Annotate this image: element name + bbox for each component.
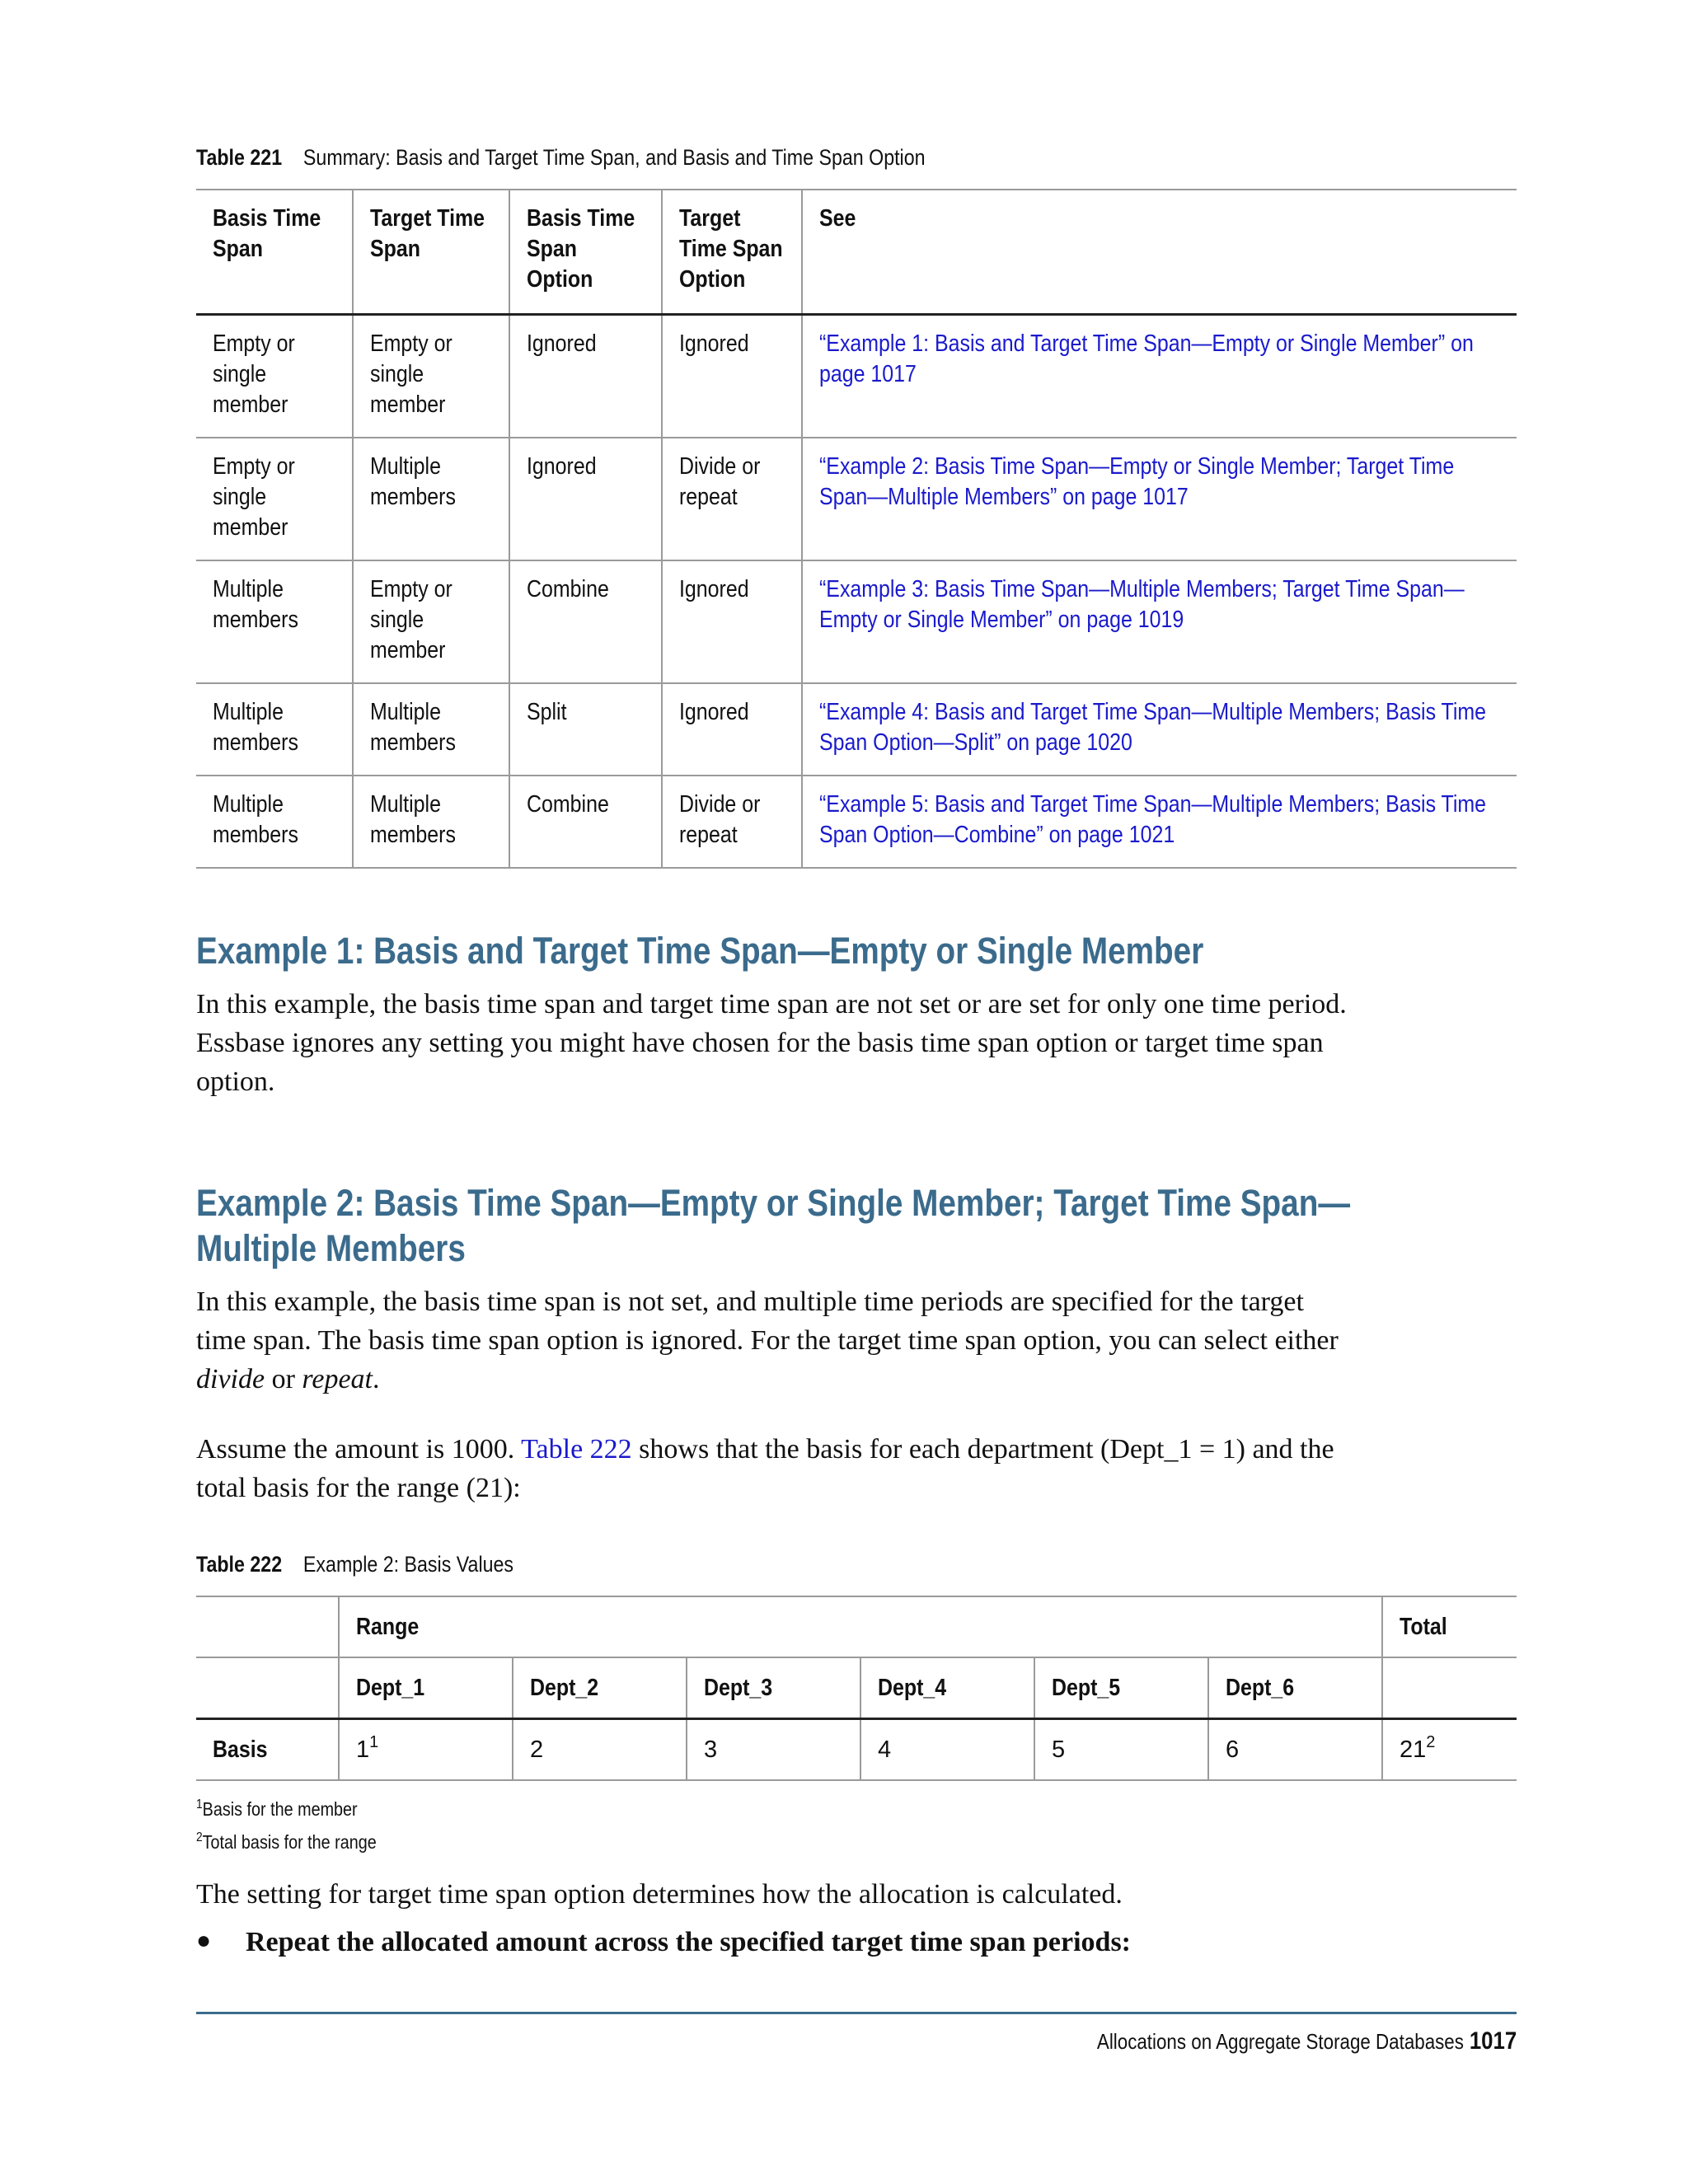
table-cell: Ignored [662, 683, 802, 776]
table-cell: $1^1$ [339, 1719, 513, 1781]
table-cell [802, 560, 1517, 683]
table-cell: Empty or single member [353, 315, 509, 438]
dept-header: Dept_2 [513, 1657, 687, 1719]
table-cell: 3 [687, 1719, 860, 1781]
bullet-item [196, 1927, 1517, 1958]
table-cell: Multiple members [353, 776, 509, 868]
table-cell: Combine [509, 776, 662, 868]
range-header: Range [339, 1596, 1382, 1657]
table-row [196, 560, 1517, 683]
total-header: Total [1382, 1596, 1517, 1657]
table-cell: Ignored [662, 315, 802, 438]
table-row [196, 776, 1517, 868]
page-number: 1017 [1469, 2027, 1517, 2055]
footnote-item: $^1$Basis for the member [196, 1797, 358, 1820]
after-table-text: The setting for target time span option determines how the allocation is calculated. [196, 1879, 1123, 1910]
example-1-heading: Example 1: Basis and Target Time Span—Empty or Single Member [196, 930, 1204, 972]
dept-header: Dept_3 [687, 1657, 860, 1719]
table-cell: 5 [1034, 1719, 1208, 1781]
footnote-ref: 1 [369, 1732, 379, 1751]
table-cell: 6 [1208, 1719, 1382, 1781]
example-1-link[interactable]: “Example 1: Basis and Target Time Span—Empty or Single Member” on page 1017 [819, 330, 1474, 387]
table-cell [802, 776, 1517, 868]
table-row [196, 683, 1517, 776]
table-cell: Multiple members [353, 683, 509, 776]
table-cell [196, 1657, 339, 1719]
table-221-header-cell: Target Time Span [353, 190, 509, 315]
footer-section: Allocations on Aggregate Storage Databases [1096, 2029, 1464, 2054]
table-cell [196, 1596, 339, 1657]
table-cell: Combine [509, 560, 662, 683]
table-cell: Split [509, 683, 662, 776]
footnote-item: $^2$Total basis for the range [196, 1830, 377, 1853]
footnotes [196, 1793, 1517, 1858]
table-cell: Empty or single member [196, 438, 353, 560]
table-cell: Ignored [662, 560, 802, 683]
total-value: $21^2$ [1382, 1719, 1517, 1781]
table-cell: Empty or single member [353, 560, 509, 683]
table-cell: Divide or repeat [662, 438, 802, 560]
table-222-link[interactable]: Table 222 [521, 1434, 632, 1465]
example-2-heading: Example 2: Basis Time Span—Empty or Single Member; Target Time Span— Multiple Members [196, 1182, 1351, 1269]
assume-paragraph: Assume the amount is 1000. Table 222 shows that the basis for each department (Dept_1 = 1) and the total basis for the range (21): [196, 1434, 1334, 1503]
table-221-caption [196, 145, 1517, 171]
table-221-header-cell: Basis Time Span Option [509, 190, 662, 315]
table-222-range-row [196, 1596, 1517, 1657]
table-cell: 4 [860, 1719, 1034, 1781]
table-221-header-cell: See [802, 190, 1517, 315]
table-222-basis-row [196, 1719, 1517, 1781]
example-4-link[interactable]: “Example 4: Basis and Target Time Span—Multiple Members; Basis Time Span Option—Split” on page 1020 [819, 699, 1487, 756]
table-cell: 2 [513, 1719, 687, 1781]
table-cell [802, 438, 1517, 560]
table-cell: Ignored [509, 438, 662, 560]
table-222 [196, 1596, 1517, 1781]
table-row [196, 438, 1517, 560]
table-cell: Ignored [509, 315, 662, 438]
example-2-body: In this example, the basis time span is not set, and multiple time periods are specified for the target time span. The basis time span option is ignored. For the target time span option, you can select either divide or repeat. [196, 1286, 1339, 1394]
page-footer [196, 2012, 1517, 2055]
table-cell [802, 315, 1517, 438]
table-221 [196, 189, 1517, 869]
basis-label: Basis [196, 1719, 339, 1781]
table-222-number: Table 222 [196, 1552, 283, 1577]
table-221-title: Summary: Basis and Target Time Span, and Basis and Time Span Option [302, 145, 926, 170]
table-row [196, 315, 1517, 438]
example-3-link[interactable]: “Example 3: Basis Time Span—Multiple Members; Target Time Span—Empty or Single Member” on page 1019 [819, 576, 1465, 633]
table-cell [802, 683, 1517, 776]
dept-header: Dept_1 [339, 1657, 513, 1719]
footnote-ref: 2 [1426, 1732, 1436, 1751]
table-221-header-row [196, 190, 1517, 315]
table-222-dept-row [196, 1657, 1517, 1719]
table-221-number: Table 221 [196, 145, 283, 170]
table-cell [1382, 1657, 1517, 1719]
dept-header: Dept_4 [860, 1657, 1034, 1719]
table-222-title: Example 2: Basis Values [302, 1552, 514, 1577]
table-cell: Empty or single member [196, 315, 353, 438]
table-cell: Multiple members [196, 560, 353, 683]
footer-text [1029, 2027, 1517, 2055]
table-221-header-cell: Basis Time Span [196, 190, 353, 315]
dept-header: Dept_6 [1208, 1657, 1382, 1719]
table-cell: Multiple members [196, 776, 353, 868]
table-cell: Multiple members [196, 683, 353, 776]
table-221-header-cell: Target Time Span Option [662, 190, 802, 315]
table-222-caption [196, 1552, 1517, 1577]
bullet-icon: ● [196, 1927, 212, 1954]
example-5-link[interactable]: “Example 5: Basis and Target Time Span—Multiple Members; Basis Time Span Option—Combine” on page 1021 [819, 791, 1487, 848]
page-content [196, 145, 1517, 1958]
example-1-body: In this example, the basis time span and target time span are not set or are set for only one time period. Essbase ignores any setting you might have chosen for the basis time span option or target time span option. [196, 989, 1347, 1097]
bullet-text: Repeat the allocated amount across the specified target time span periods: [246, 1927, 1132, 1957]
dept-header: Dept_5 [1034, 1657, 1208, 1719]
table-cell: Multiple members [353, 438, 509, 560]
table-cell: Divide or repeat [662, 776, 802, 868]
example-2-link[interactable]: “Example 2: Basis Time Span—Empty or Single Member; Target Time Span—Multiple Members” on page 1017 [819, 453, 1455, 510]
